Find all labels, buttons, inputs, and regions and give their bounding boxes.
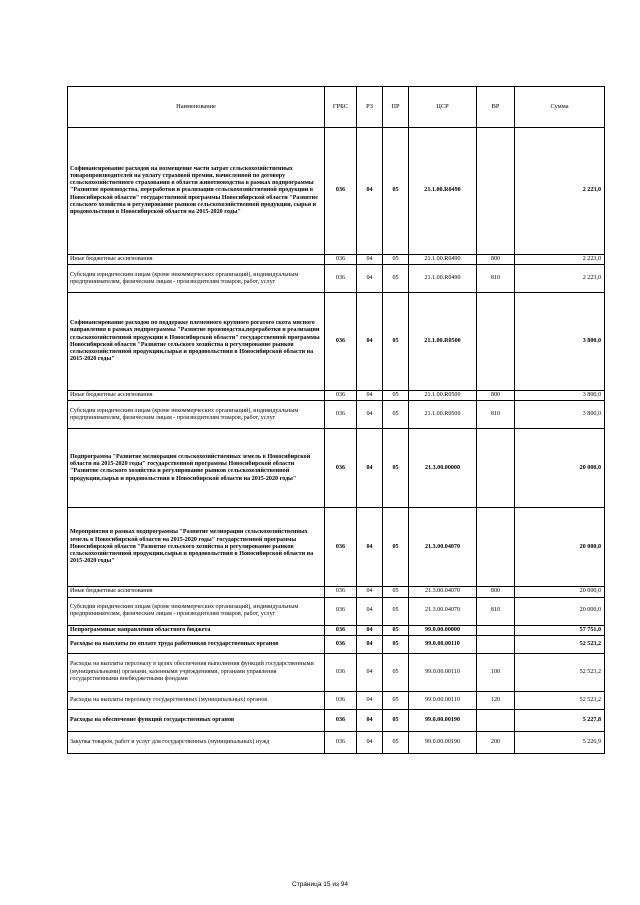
cell-pr: 05 bbox=[383, 429, 409, 508]
table-row bbox=[68, 653, 605, 691]
cell-name: Иные бюджетные ассигнования bbox=[68, 255, 325, 265]
cell-rz: 04 bbox=[357, 265, 383, 293]
cell-rz: 04 bbox=[357, 635, 383, 653]
cell-name: Расходы на выплаты персоналу государственных (муниципальных) органов bbox=[68, 691, 325, 709]
table-row bbox=[68, 391, 605, 401]
table-row bbox=[68, 508, 605, 587]
cell-vr bbox=[477, 429, 515, 508]
cell-sum: 20 000,0 bbox=[515, 587, 605, 597]
cell-grbs: 036 bbox=[325, 731, 357, 753]
cell-name: Софинансирование расходов по поддержке племенного крупного рогатого скота мясного направления в рамках подпрограммы "Развитие производства,переработки и реализации сельскохозяйственной продукции в Новосибирской области" государственной программы Новосибирской области "Развитие сельского хозяйства и регулирование рынков сельскохозяйственной продукции,сырья и продовольствия в Новосибирской области на 2015-2020 годы" bbox=[68, 293, 325, 391]
table-row bbox=[68, 429, 605, 508]
cell-name: Расходы на выплаты персоналу в целях обеспечения выполнения функций государственными (муниципальными) органами, казенными учреждениями, органами управления государственными внебюджетными фондами bbox=[68, 653, 325, 691]
cell-csr: 99.0.00.00190 bbox=[409, 731, 477, 753]
cell-csr: 99.0.00.00110 bbox=[409, 691, 477, 709]
cell-pr: 05 bbox=[383, 265, 409, 293]
cell-csr: 21.3.00.04070 bbox=[409, 597, 477, 625]
table-row bbox=[68, 691, 605, 709]
page-number: Страница 15 из 94 bbox=[292, 881, 348, 888]
cell-csr: 21.3.00.04070 bbox=[409, 587, 477, 597]
cell-vr: 800 bbox=[477, 255, 515, 265]
cell-name: Субсидии юридическим лицам (кроме некоммерческих организаций), индивидуальным предпринимателям, физическим лицам - производителям товаров, работ, услуг bbox=[68, 597, 325, 625]
cell-csr: 21.1.00.R0500 bbox=[409, 293, 477, 391]
cell-name: Закупка товаров, работ и услуг для государственных (муниципальных) нужд bbox=[68, 731, 325, 753]
cell-grbs: 036 bbox=[325, 508, 357, 587]
cell-rz: 04 bbox=[357, 625, 383, 635]
cell-csr: 21.1.00.R0490 bbox=[409, 128, 477, 255]
cell-grbs: 036 bbox=[325, 391, 357, 401]
cell-rz: 04 bbox=[357, 587, 383, 597]
table-row bbox=[68, 597, 605, 625]
cell-rz: 04 bbox=[357, 429, 383, 508]
cell-sum: 2 223,0 bbox=[515, 255, 605, 265]
cell-csr: 21.1.00.R0490 bbox=[409, 255, 477, 265]
cell-grbs: 036 bbox=[325, 635, 357, 653]
table-row bbox=[68, 709, 605, 731]
cell-csr: 21.1.00.R0500 bbox=[409, 401, 477, 429]
cell-vr bbox=[477, 709, 515, 731]
cell-sum: 52 523,2 bbox=[515, 691, 605, 709]
cell-sum: 2 223,0 bbox=[515, 128, 605, 255]
cell-csr: 99.0.00.00000 bbox=[409, 625, 477, 635]
cell-vr: 800 bbox=[477, 587, 515, 597]
cell-vr: 800 bbox=[477, 391, 515, 401]
header-pr: ПР bbox=[383, 87, 409, 128]
cell-rz: 04 bbox=[357, 401, 383, 429]
cell-name: Иные бюджетные ассигнования bbox=[68, 391, 325, 401]
table-row bbox=[68, 587, 605, 597]
cell-grbs: 036 bbox=[325, 401, 357, 429]
header-sum: Сумма bbox=[515, 87, 605, 128]
cell-csr: 99.0.00.00110 bbox=[409, 653, 477, 691]
table-row bbox=[68, 255, 605, 265]
cell-pr: 05 bbox=[383, 587, 409, 597]
cell-vr bbox=[477, 508, 515, 587]
table-row bbox=[68, 731, 605, 753]
cell-pr: 05 bbox=[383, 293, 409, 391]
cell-sum: 3 800,0 bbox=[515, 391, 605, 401]
cell-pr: 05 bbox=[383, 653, 409, 691]
cell-grbs: 036 bbox=[325, 625, 357, 635]
cell-rz: 04 bbox=[357, 653, 383, 691]
cell-name: Субсидии юридическим лицам (кроме некоммерческих организаций), индивидуальным предпринимателям, физическим лицам - производителям товаров, работ, услуг bbox=[68, 401, 325, 429]
cell-pr: 05 bbox=[383, 255, 409, 265]
cell-sum: 20 000,0 bbox=[515, 508, 605, 587]
cell-csr: 99.0.00.00110 bbox=[409, 635, 477, 653]
budget-table bbox=[67, 86, 605, 754]
cell-sum: 57 751,0 bbox=[515, 625, 605, 635]
cell-name: Мероприятия в рамках подпрограммы "Развитие мелиорации сельскохозяйственных земель в Новосибирской области на 2015-2020 годы" государственной программы Новосибирской области "Развитие сельского хозяйства и регулирование рынков сельскохозяйственной продукции,сырья и продовольствия в Новосибирской области на 2015-2020 годы" bbox=[68, 508, 325, 587]
cell-grbs: 036 bbox=[325, 128, 357, 255]
cell-pr: 05 bbox=[383, 691, 409, 709]
cell-rz: 04 bbox=[357, 508, 383, 587]
table-row bbox=[68, 265, 605, 293]
cell-sum: 20 000,0 bbox=[515, 429, 605, 508]
cell-pr: 05 bbox=[383, 401, 409, 429]
header-csr: ЦСР bbox=[409, 87, 477, 128]
cell-grbs: 036 bbox=[325, 293, 357, 391]
cell-sum: 20 000,0 bbox=[515, 597, 605, 625]
cell-rz: 04 bbox=[357, 731, 383, 753]
cell-pr: 05 bbox=[383, 508, 409, 587]
header-vr: ВР bbox=[477, 87, 515, 128]
cell-grbs: 036 bbox=[325, 691, 357, 709]
cell-sum: 5 227,8 bbox=[515, 709, 605, 731]
cell-sum: 52 523,2 bbox=[515, 653, 605, 691]
cell-pr: 05 bbox=[383, 635, 409, 653]
cell-grbs: 036 bbox=[325, 265, 357, 293]
cell-vr bbox=[477, 128, 515, 255]
cell-sum: 2 223,0 bbox=[515, 265, 605, 293]
cell-grbs: 036 bbox=[325, 429, 357, 508]
cell-name: Расходы на обеспечение функций государственных органов bbox=[68, 709, 325, 731]
cell-rz: 04 bbox=[357, 255, 383, 265]
cell-name: Подпрограмма "Развитие мелиорации сельскохозяйственных земель в Новосибирской области на 2015-2020 годы" государственной программы Новосибирской области "Развитие сельского хозяйства и регулирование рынков сельскохозяйственной продукции,сырья и продовольствия в Новосибирской области на 2015-2020 годы" bbox=[68, 429, 325, 508]
cell-csr: 21.3.00.04070 bbox=[409, 508, 477, 587]
header-name: Наименование bbox=[68, 87, 325, 128]
cell-sum: 52 523,2 bbox=[515, 635, 605, 653]
cell-grbs: 036 bbox=[325, 709, 357, 731]
cell-pr: 05 bbox=[383, 597, 409, 625]
table-row bbox=[68, 128, 605, 255]
cell-vr: 100 bbox=[477, 653, 515, 691]
cell-csr: 21.1.00.R0500 bbox=[409, 391, 477, 401]
cell-csr: 99.0.00.00190 bbox=[409, 709, 477, 731]
cell-csr: 21.1.00.R0490 bbox=[409, 265, 477, 293]
cell-vr bbox=[477, 293, 515, 391]
cell-vr bbox=[477, 635, 515, 653]
cell-vr: 810 bbox=[477, 265, 515, 293]
cell-name: Субсидии юридическим лицам (кроме некоммерческих организаций), индивидуальным предпринимателям, физическим лицам - производителям товаров, работ, услуг bbox=[68, 265, 325, 293]
cell-pr: 05 bbox=[383, 709, 409, 731]
cell-name: Расходы на выплаты по оплате труда работников государственных органов bbox=[68, 635, 325, 653]
cell-name: Софинансирование расходов на возмещение части затрат сельскохозяйственных товаропроизводителей на уплату страховой премии, начисленной по договору сельскохозяйственного страхования в области животноводства в рамках подпрограммы "Развитие производства, переработки и реализации сельскохозяйственной продукции в Новосибирской области" государственной программы Новосибирской области "Развитие сельского хозяйства и регулирование рынков сельскохозяйственной продукции, сырья и продовольствия в Новосибирской области на 2015-2020 годы" bbox=[68, 128, 325, 255]
cell-csr: 21.3.00.00000 bbox=[409, 429, 477, 508]
table-row bbox=[68, 293, 605, 391]
cell-vr: 810 bbox=[477, 597, 515, 625]
table-body bbox=[68, 128, 605, 754]
cell-rz: 04 bbox=[357, 293, 383, 391]
cell-rz: 04 bbox=[357, 128, 383, 255]
cell-pr: 05 bbox=[383, 128, 409, 255]
cell-vr: 810 bbox=[477, 401, 515, 429]
table-row bbox=[68, 625, 605, 635]
cell-vr bbox=[477, 625, 515, 635]
cell-pr: 05 bbox=[383, 731, 409, 753]
cell-rz: 04 bbox=[357, 391, 383, 401]
cell-sum: 3 800,0 bbox=[515, 401, 605, 429]
cell-grbs: 036 bbox=[325, 587, 357, 597]
cell-grbs: 036 bbox=[325, 653, 357, 691]
cell-vr: 120 bbox=[477, 691, 515, 709]
cell-pr: 05 bbox=[383, 391, 409, 401]
cell-sum: 3 800,0 bbox=[515, 293, 605, 391]
cell-pr: 05 bbox=[383, 625, 409, 635]
table-row bbox=[68, 635, 605, 653]
cell-name: Иные бюджетные ассигнования bbox=[68, 587, 325, 597]
cell-name: Непрограммные направления областного бюджета bbox=[68, 625, 325, 635]
cell-rz: 04 bbox=[357, 597, 383, 625]
cell-sum: 5 226,9 bbox=[515, 731, 605, 753]
header-rz: РЗ bbox=[357, 87, 383, 128]
cell-rz: 04 bbox=[357, 709, 383, 731]
table-header-row bbox=[68, 87, 605, 128]
cell-rz: 04 bbox=[357, 691, 383, 709]
table-row bbox=[68, 401, 605, 429]
header-grbs: ГРБС bbox=[325, 87, 357, 128]
cell-grbs: 036 bbox=[325, 255, 357, 265]
cell-grbs: 036 bbox=[325, 597, 357, 625]
cell-vr: 200 bbox=[477, 731, 515, 753]
